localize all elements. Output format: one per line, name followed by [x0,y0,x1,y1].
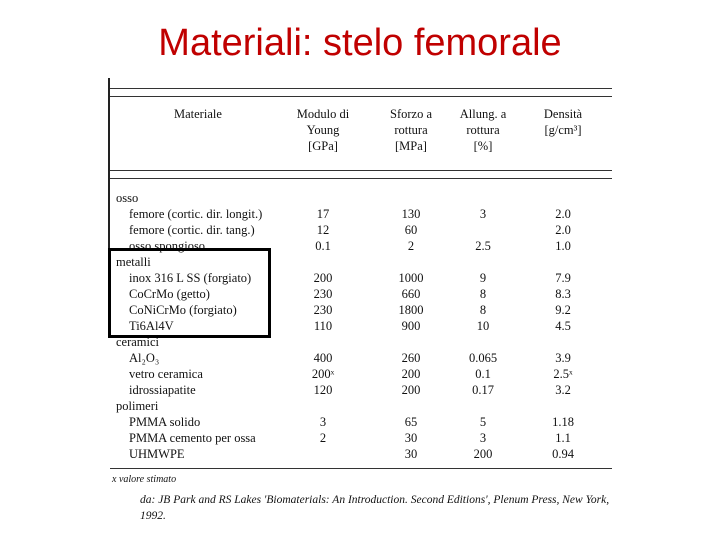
bottom-rule [110,468,612,469]
header-rule [110,170,612,171]
cell-allung: 8 [479,287,487,301]
header-sforzo-line1: Sforzo a [390,107,432,121]
cell-allung: 0.065 [468,351,498,365]
cell-modulo: 0.1 [315,239,331,253]
cell-sforzo: 30 [404,447,418,461]
cell-sforzo: 1000 [398,271,424,285]
cell-densita: 2.5ˣ [553,367,573,381]
header-rule-2 [110,178,612,179]
cell-sforzo: 60 [404,223,418,237]
cell-allung: 10 [476,319,490,333]
footnote: x valore stimato [112,474,177,485]
cell-allung: 9 [479,271,487,285]
cell-modulo: 2 [319,431,327,445]
cell-sforzo: 200 [401,367,421,381]
cell-densita: 2.0 [555,223,571,237]
header-allung-line1: Allung. a [459,107,507,121]
slide-title: Materiali: stelo femorale [158,22,562,64]
metals-highlight-box [108,248,271,338]
cell-allung: 2.5 [475,239,491,253]
material-name: CoNiCrMo (forgiato) [129,303,237,317]
cell-modulo: 230 [313,303,333,317]
cell-sforzo: 900 [401,319,421,333]
cell-densita: 0.94 [552,447,574,461]
cell-densita: 4.5 [555,319,571,333]
category-label: ceramici [116,335,160,349]
cell-allung: 8 [479,303,487,317]
category-label: polimeri [116,399,159,413]
cell-allung: 3 [479,431,487,445]
material-name: UHMWPE [129,447,185,461]
header-allung [453,106,513,154]
material-name: femore (cortic. dir. tang.) [129,223,255,237]
category-label: osso [116,191,139,205]
top-rule [110,88,612,89]
cell-modulo: 110 [313,319,333,333]
header-allung-line2: rottura [466,123,500,137]
cell-densita: 3.2 [555,383,571,397]
category-label: metalli [116,255,151,269]
cell-densita: 9.2 [555,303,571,317]
cell-sforzo: 2 [407,239,415,253]
cell-modulo: 3 [319,415,327,429]
cell-sforzo: 65 [404,415,418,429]
cell-allung: 0.1 [475,367,491,381]
material-name: PMMA solido [129,415,201,429]
materials-table-scan [108,72,612,522]
cell-densita: 7.9 [555,271,571,285]
cell-sforzo: 260 [401,351,421,365]
header-densita-line2: [g/cm³] [544,123,582,137]
cell-densita: 8.3 [555,287,571,301]
cell-modulo: 230 [313,287,333,301]
material-name: vetro ceramica [129,367,203,381]
header-modulo-line2: Young [GPa] [306,123,340,153]
cell-modulo: 12 [316,223,330,237]
material-name: inox 316 L SS (forgiato) [129,271,252,285]
cell-sforzo: 660 [401,287,421,301]
header-densita [533,106,593,138]
cell-sforzo: 130 [401,207,421,221]
cell-allung: 3 [479,207,487,221]
material-name: femore (cortic. dir. longit.) [129,207,263,221]
header-allung-line3: [%] [473,139,493,153]
cell-densita: 3.9 [555,351,571,365]
cell-densita: 1.18 [552,415,574,429]
citation: da: JB Park and RS Lakes 'Biomaterials: An Introduction. Second Editions', Plenum Press, New York, 1992. [140,494,610,522]
header-materiale: Materiale [174,107,222,121]
header-sforzo [381,106,441,154]
cell-sforzo: 1800 [398,303,424,317]
cell-modulo: 200ˣ [311,367,335,381]
cell-modulo: 120 [313,383,333,397]
material-name: idrossiapatite [129,383,196,397]
material-name: CoCrMo (getto) [129,287,210,301]
header-sforzo-line2: rottura [394,123,428,137]
header-densita-line1: Densità [543,107,583,121]
cell-allung: 0.17 [472,383,494,397]
header-sforzo-line3: [MPa] [395,139,427,153]
top-rule-2 [110,96,612,97]
header-modulo-line1: Modulo di [296,107,350,121]
cell-modulo: 400 [313,351,333,365]
material-name: osso spongioso [129,239,206,253]
cell-allung: 5 [479,415,487,429]
cell-densita: 1.1 [555,431,571,445]
material-name: Al₂O₃ [129,351,160,365]
cell-densita: 2.0 [555,207,571,221]
cell-allung: 200 [473,447,493,461]
cell-modulo: 17 [316,207,330,221]
cell-densita: 1.0 [555,239,571,253]
material-name: Ti6Al4V [129,319,174,333]
material-name: PMMA cemento per ossa [129,431,256,445]
header-modulo [293,106,353,154]
cell-modulo: 200 [313,271,333,285]
cell-sforzo: 200 [401,383,421,397]
cell-sforzo: 30 [404,431,418,445]
